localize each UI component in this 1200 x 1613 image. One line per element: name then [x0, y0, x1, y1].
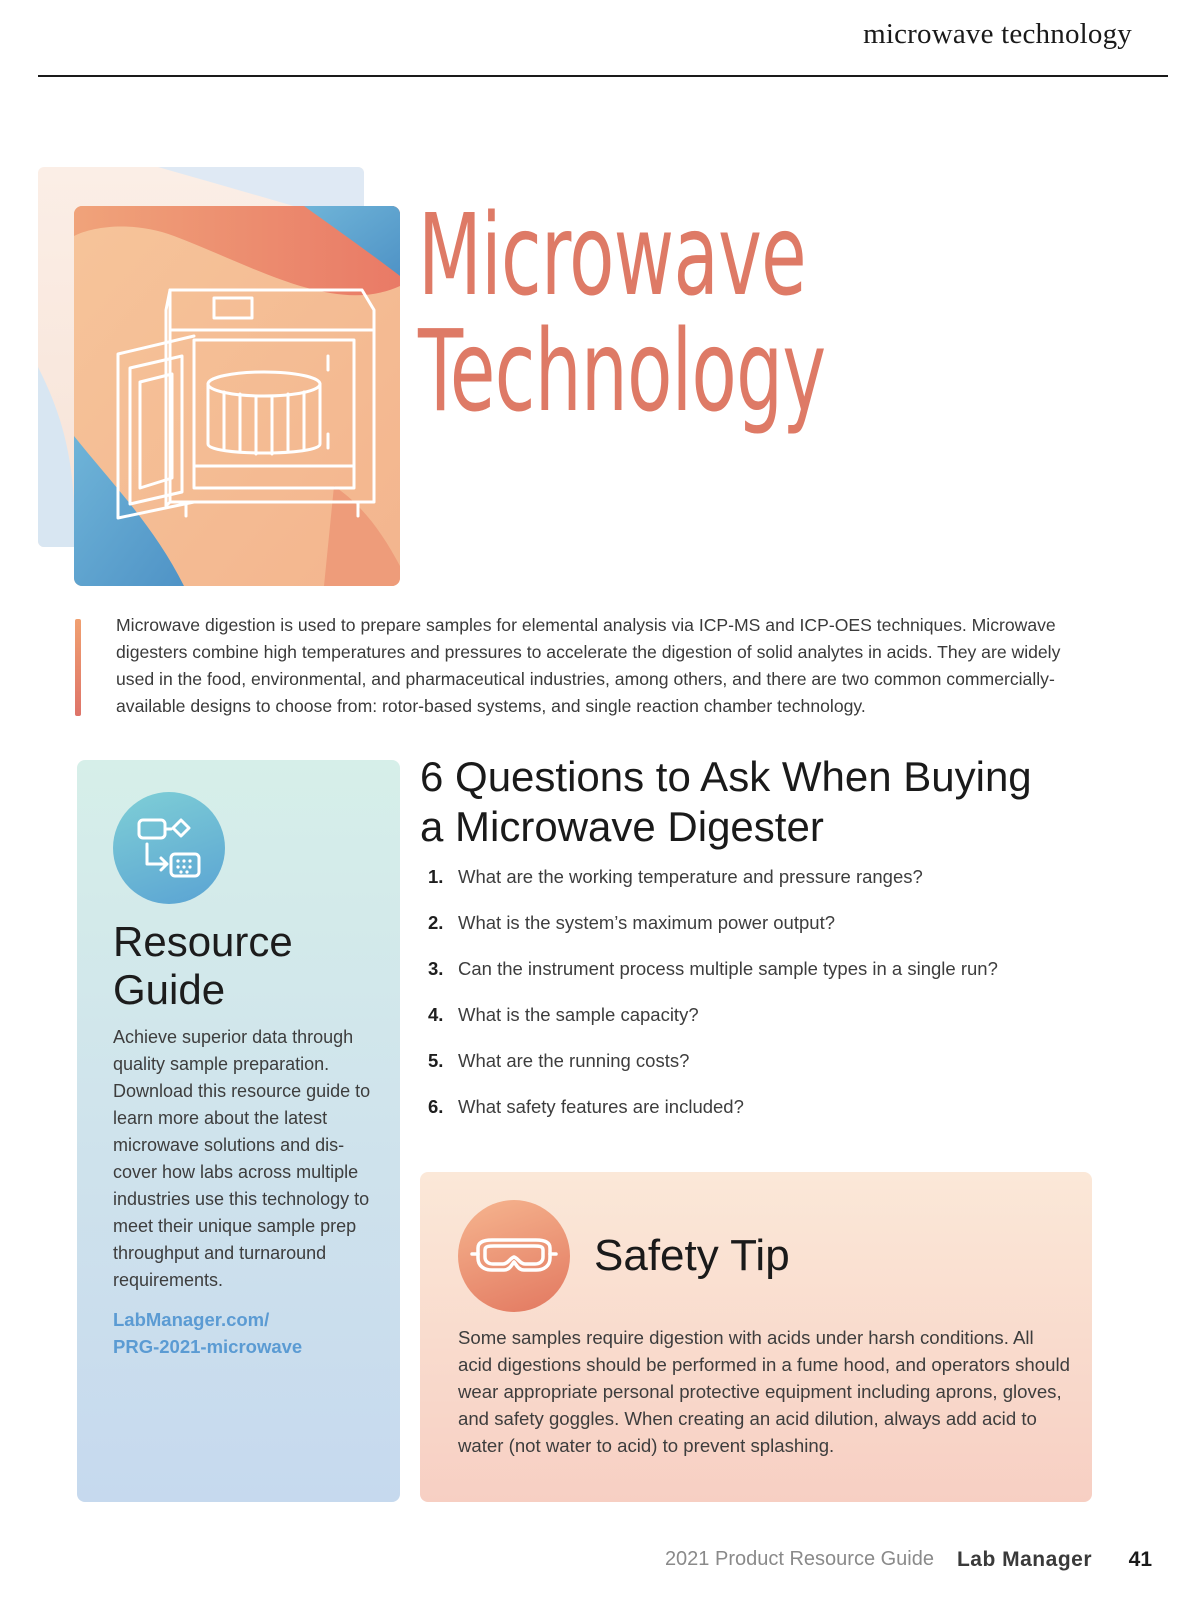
page-number: 41 [1128, 1548, 1152, 1571]
questions-heading [420, 752, 1120, 852]
workflow-icon [113, 792, 225, 904]
safety-goggles-icon [458, 1200, 570, 1312]
item-text: Can the instrument process multiple sample types in a single run? [458, 958, 998, 979]
resource-guide-link[interactable] [113, 1306, 375, 1360]
safety-tip-title: Safety Tip [594, 1231, 790, 1280]
list-item [428, 866, 1128, 912]
item-number: 2. [428, 912, 444, 933]
title-line-1: Microwave [418, 191, 806, 321]
item-number: 4. [428, 1004, 444, 1025]
resource-guide-link-line-1: LabManager.com/ [113, 1309, 270, 1330]
item-text: What are the running costs? [458, 1050, 690, 1071]
questions-heading-line-2: a Microwave Digester [420, 803, 824, 850]
footer-brand: Lab Manager [956, 1548, 1092, 1571]
resource-guide-description: Achieve superior data through quality sample preparation. Download this resource guide to learn more about the latest microwave solutions and dis-cover how labs across multiple industries use this technology to meet their unique sample prep throughput and turnaround requirements. [113, 1027, 371, 1290]
page-footer [0, 1548, 1200, 1580]
list-item [428, 912, 1128, 958]
footer-publication: 2021 Product Resource Guide [664, 1548, 934, 1570]
item-text: What is the sample capacity? [458, 1004, 699, 1025]
intro-paragraph: Microwave digestion is used to prepare samples for elemental analysis via ICP-MS and ICP-OES techniques. Microwave digesters combine high temperatures and pressures to accelerate the digestion of solid analytes in acids. They are widely used in the food, environmental, and pharmaceutical industries, among others, and there are two common commercially-available designs to choose from: rotor-based systems, and single reaction chamber technology. [116, 615, 1061, 716]
header-rule [38, 75, 1168, 77]
item-text: What are the working temperature and pressure ranges? [458, 866, 923, 887]
page-title [418, 191, 826, 437]
questions-list [428, 866, 1128, 1142]
list-item [428, 1004, 1128, 1050]
questions-heading-line-1: 6 Questions to Ask When Buying [420, 753, 1032, 800]
intro-accent-bar [75, 619, 81, 716]
hero-illustration [74, 206, 400, 586]
resource-guide-link-line-2: PRG-2021-microwave [113, 1336, 303, 1357]
resource-guide-title [113, 918, 293, 1014]
item-number: 1. [428, 866, 444, 887]
item-number: 6. [428, 1096, 444, 1117]
list-item [428, 1050, 1128, 1096]
item-number: 5. [428, 1050, 444, 1071]
list-item [428, 958, 1128, 1004]
safety-tip-body: Some samples require digestion with acids under harsh conditions. All acid digestions should be performed in a fume hood, and operators should wear appropriate personal protective equipment including aprons, gloves, and safety goggles. When creating an acid dilution, always add acid to water (not water to acid) to prevent splashing. [458, 1327, 1070, 1456]
list-item [428, 1096, 1128, 1142]
item-number: 3. [428, 958, 444, 979]
section-label: microwave technology [863, 18, 1132, 50]
item-text: What safety features are included? [458, 1096, 744, 1117]
item-text: What is the system’s maximum power output? [458, 912, 835, 933]
resource-guide-title-line-1: Resource [113, 918, 293, 965]
title-line-2: Technology [418, 307, 826, 437]
resource-guide-title-line-2: Guide [113, 966, 226, 1013]
